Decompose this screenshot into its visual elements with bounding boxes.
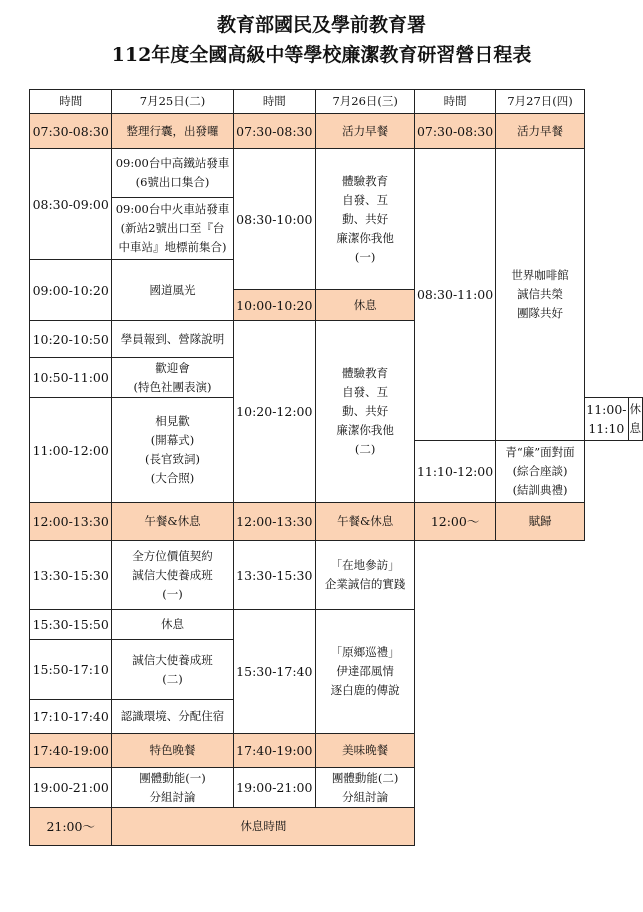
header-day-1: 7月25日(二) bbox=[112, 90, 233, 114]
d3-0830-line3: 團隊共好 bbox=[517, 306, 564, 320]
d3-1110-line2: (綜合座談) bbox=[512, 464, 568, 478]
d1-activity-1740: 特色晚餐 bbox=[112, 734, 233, 768]
table-row bbox=[30, 541, 643, 610]
d2-time-1740: 17:40-19:00 bbox=[233, 734, 315, 768]
table-row bbox=[30, 503, 643, 541]
d1-1330-line2: 誠信大使養成班 bbox=[132, 567, 213, 582]
d1-time-2100: 21:00～ bbox=[30, 808, 112, 846]
d1-1550-line1: 誠信大使養成班 bbox=[132, 652, 213, 667]
d1-time-0830: 08:30-09:00 bbox=[30, 149, 112, 260]
header-day-3: 7月27日(四) bbox=[495, 90, 584, 114]
d1-activity-1710: 認識環境、分配住宿 bbox=[112, 700, 233, 734]
schedule-table bbox=[29, 89, 643, 846]
d2-0830-line2: 自發、互 bbox=[342, 192, 389, 207]
d1-activity-1530: 休息 bbox=[112, 610, 233, 640]
d2-1330-line1: 「在地參訪」 bbox=[330, 558, 400, 572]
d2-time-0830: 08:30-10:00 bbox=[233, 149, 315, 290]
d1-activity-1020: 學員報到、營隊說明 bbox=[112, 321, 233, 358]
d1-activity-0830-hsr bbox=[112, 149, 233, 198]
d1-0830b-line2: (新站2號出口至『台 bbox=[120, 221, 225, 235]
header-time-3: 時間 bbox=[415, 90, 496, 114]
d2-1900-line2: 分組討論 bbox=[342, 789, 389, 804]
d2-1900-line1: 團體動能(二) bbox=[331, 770, 399, 785]
d1-1100-line3: (長官致詞) bbox=[145, 452, 200, 466]
d2-1020-line3: 動、共好 bbox=[342, 404, 389, 418]
d2-1330-line2: 企業誠信的實踐 bbox=[324, 577, 406, 591]
d3-time-1200: 12:00～ bbox=[415, 503, 496, 541]
d1-1100-line4: (大合照) bbox=[150, 471, 195, 485]
d2-activity-1330 bbox=[316, 541, 415, 610]
d3-time-1110: 11:10-12:00 bbox=[415, 441, 496, 503]
d3-1110-line1: 青“廉”面對面 bbox=[505, 445, 575, 459]
d1-1900-line2: 分組討論 bbox=[149, 789, 196, 804]
d2-time-0730: 07:30-08:30 bbox=[233, 114, 315, 149]
d1-time-1550: 15:50-17:10 bbox=[30, 640, 112, 700]
d3-activity-1200: 賦歸 bbox=[495, 503, 584, 541]
d1-1050-line2: (特色社團表演) bbox=[133, 379, 212, 394]
d2-activity-0730: 活力早餐 bbox=[316, 114, 415, 149]
d2-time-1900: 19:00-21:00 bbox=[233, 768, 315, 808]
d1-time-1050: 10:50-11:00 bbox=[30, 358, 112, 398]
d1-1330-line3: (一) bbox=[162, 586, 183, 601]
d3-time-1100: 11:00-11:10 bbox=[585, 398, 628, 441]
d1-time-1740: 17:40-19:00 bbox=[30, 734, 112, 768]
d3-activity-1110 bbox=[495, 441, 584, 503]
activity-2100: 休息時間 bbox=[112, 808, 415, 846]
d1-activity-1200: 午餐&休息 bbox=[112, 503, 233, 541]
d2-activity-1000: 休息 bbox=[316, 290, 415, 321]
d1-time-1100: 11:00-12:00 bbox=[30, 398, 112, 503]
d2-activity-1900 bbox=[316, 768, 415, 808]
d3-0830-line2: 誠信共榮 bbox=[517, 287, 564, 301]
header-day-2: 7月26日(三) bbox=[316, 90, 415, 114]
d2-activity-1020 bbox=[316, 321, 415, 503]
d2-0830-line1: 體驗教育 bbox=[342, 173, 389, 188]
d3-activity-0730: 活力早餐 bbox=[495, 114, 584, 149]
d1-time-1020: 10:20-10:50 bbox=[30, 321, 112, 358]
header-row bbox=[30, 90, 643, 114]
d1-time-0730: 07:30-08:30 bbox=[30, 114, 112, 149]
d1-0830b-line3: 中車站』地標前集合) bbox=[118, 240, 227, 254]
d2-0830-line5: (一) bbox=[354, 249, 376, 264]
d3-activity-0830 bbox=[495, 149, 584, 441]
d1-activity-0900: 國道風光 bbox=[112, 260, 233, 321]
d1-activity-1100 bbox=[112, 398, 233, 503]
d1-0830a-line1: 09:00台中高鐵站發車 bbox=[115, 156, 230, 170]
d2-time-1530: 15:30-17:40 bbox=[233, 610, 315, 734]
d1-time-1330: 13:30-15:30 bbox=[30, 541, 112, 610]
d3-time-0730: 07:30-08:30 bbox=[415, 114, 496, 149]
d2-1020-line4: 廉潔你我他 bbox=[336, 423, 394, 437]
d1-1100-line2: (開幕式) bbox=[150, 433, 195, 447]
page-title: 教育部國民及學前教育署 bbox=[216, 14, 426, 36]
d2-1020-line2: 自發、互 bbox=[342, 385, 389, 399]
d2-1530-line1: 「原鄉巡禮」 bbox=[330, 645, 400, 659]
table-row bbox=[30, 114, 643, 149]
d2-1530-line3: 逐白鹿的傳說 bbox=[330, 683, 400, 697]
blank-area bbox=[415, 541, 585, 808]
d1-1050-line1: 歡迎會 bbox=[155, 360, 190, 375]
d1-activity-0830-train bbox=[112, 198, 233, 260]
d2-1020-line5: (二) bbox=[354, 442, 376, 456]
d1-time-1530: 15:30-15:50 bbox=[30, 610, 112, 640]
d3-activity-1100: 休息 bbox=[628, 398, 643, 441]
header-time-1: 時間 bbox=[30, 90, 112, 114]
d2-0830-line4: 廉潔你我他 bbox=[336, 230, 394, 245]
d2-0830-line3: 動、共好 bbox=[342, 211, 389, 226]
header-time-2: 時間 bbox=[233, 90, 315, 114]
d1-1900-line1: 團體動能(一) bbox=[139, 770, 206, 785]
d1-activity-1330 bbox=[112, 541, 233, 610]
d1-activity-1900 bbox=[112, 768, 233, 808]
d2-time-1200: 12:00-13:30 bbox=[233, 503, 315, 541]
d1-time-1200: 12:00-13:30 bbox=[30, 503, 112, 541]
d3-time-0830: 08:30-11:00 bbox=[415, 149, 496, 441]
d1-time-1900: 19:00-21:00 bbox=[30, 768, 112, 808]
d2-time-1330: 13:30-15:30 bbox=[233, 541, 315, 610]
d1-activity-1050 bbox=[112, 358, 233, 398]
d2-1530-line2: 伊達邵風情 bbox=[336, 664, 394, 678]
d1-1550-line2: (二) bbox=[162, 671, 183, 686]
d1-0830a-line2: (6號出口集合) bbox=[135, 175, 210, 189]
d3-0830-line1: 世界咖啡館 bbox=[511, 268, 569, 282]
d2-1020-line1: 體驗教育 bbox=[342, 366, 389, 380]
d1-time-1710: 17:10-17:40 bbox=[30, 700, 112, 734]
d2-activity-0830 bbox=[316, 149, 415, 290]
d2-time-1000: 10:00-10:20 bbox=[233, 290, 315, 321]
d2-activity-1740: 美味晚餐 bbox=[316, 734, 415, 768]
page-subtitle: 112年度全國高級中等學校廉潔教育研習營日程表 bbox=[111, 44, 532, 66]
d1-0830b-line1: 09:00台中火車站發車 bbox=[115, 202, 230, 216]
d1-activity-0730: 整理行囊，出發囉 bbox=[112, 114, 233, 149]
d1-activity-1550 bbox=[112, 640, 233, 700]
d3-1110-line3: (結訓典禮) bbox=[512, 483, 568, 497]
d1-1330-line1: 全方位價值契約 bbox=[132, 548, 213, 563]
d2-activity-1200: 午餐&休息 bbox=[316, 503, 415, 541]
d2-time-1020: 10:20-12:00 bbox=[233, 321, 315, 503]
d1-1100-line1: 相見歡 bbox=[155, 414, 190, 428]
table-row bbox=[30, 808, 643, 846]
blank-area-bottom bbox=[415, 808, 585, 846]
d2-activity-1530 bbox=[316, 610, 415, 734]
d1-time-0900: 09:00-10:20 bbox=[30, 260, 112, 321]
table-row bbox=[30, 149, 643, 198]
